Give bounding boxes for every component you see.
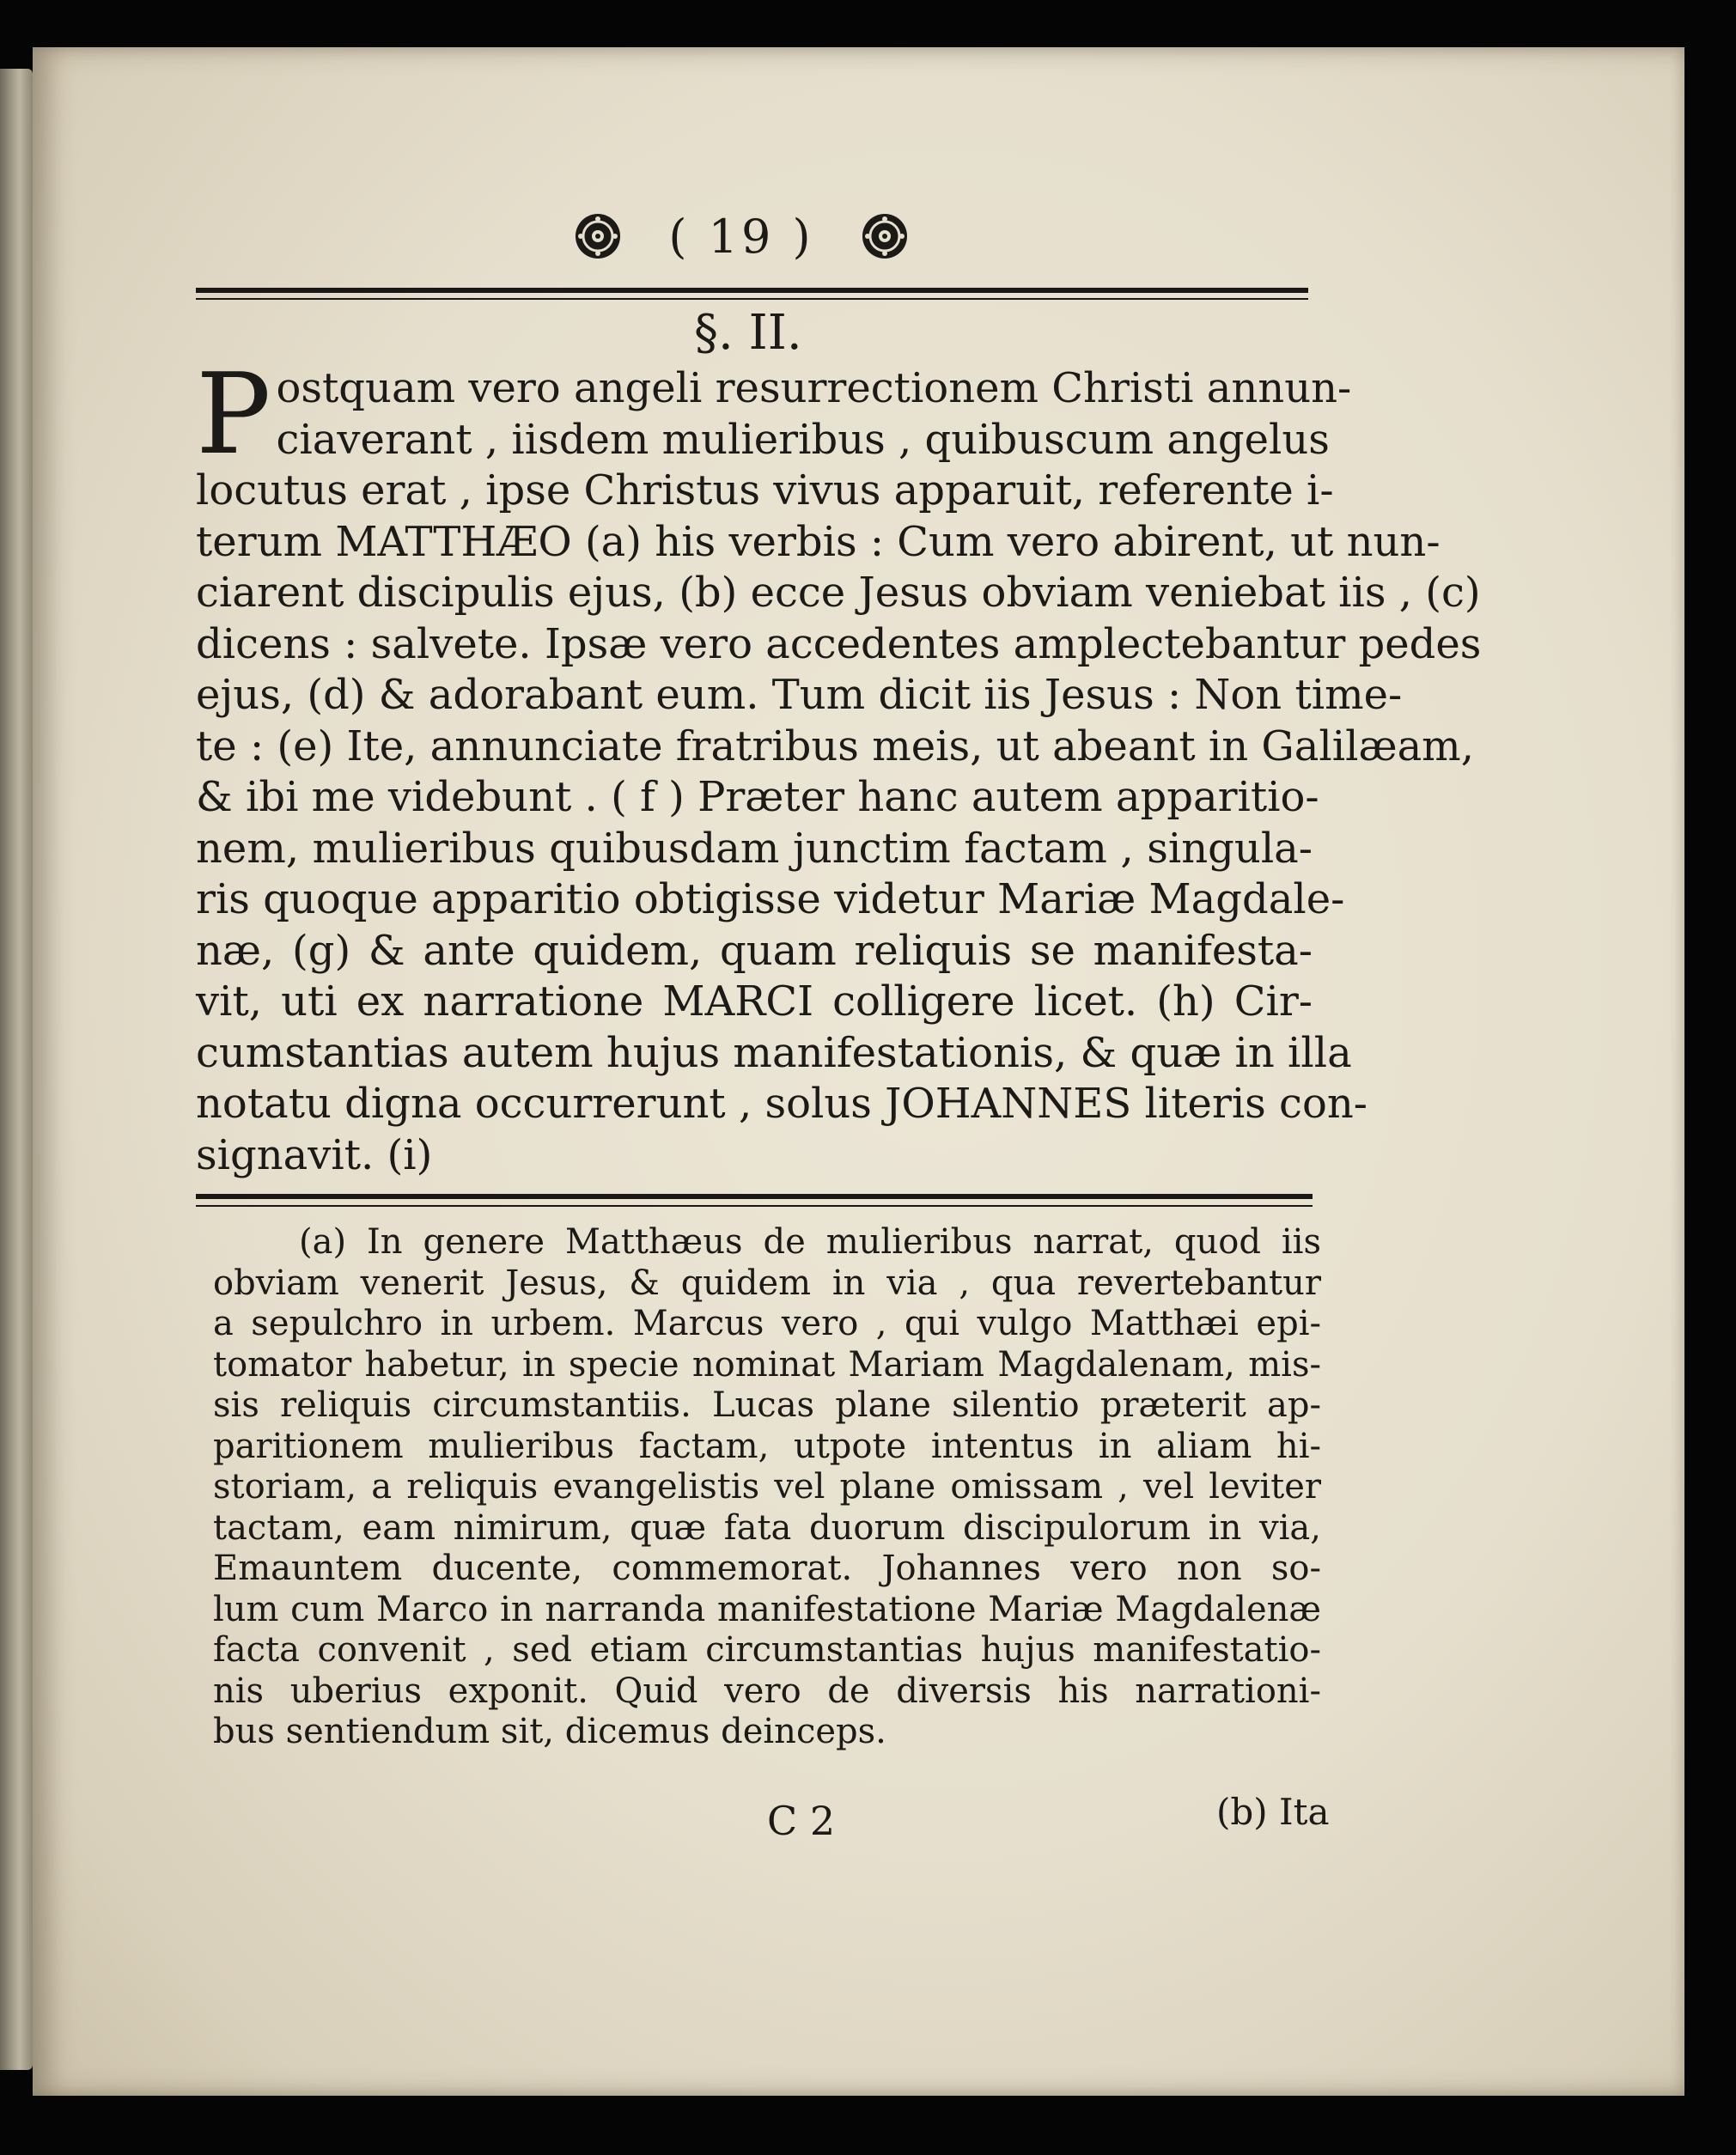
footnote-line: tomator habetur, in specie nominat Mariam Magdalenam, mis-	[213, 1344, 1321, 1385]
footnote-line: sis reliquis circumstantiis. Lucas plane silentio præterit ap-	[213, 1385, 1321, 1425]
rosette-ornament-icon	[861, 212, 909, 260]
text-line: ejus, (d) & adorabant eum. Tum dicit iis Jesus : Non time-	[196, 671, 1403, 719]
text-line: ciarent discipulis ejus, (b) ecce Jesus obviam veniebat iis , (c)	[196, 569, 1481, 617]
footnote-line: Emauntem ducente, commemorat. Johannes vero non so-	[213, 1549, 1321, 1588]
text-line: vit, uti ex narratione MARCI colligere licet. (h) Cir-	[196, 977, 1313, 1026]
footnote-block	[213, 1222, 1321, 1753]
facing-page-edge	[0, 69, 33, 2070]
main-text-block	[196, 349, 1482, 1181]
text-line: ostquam vero angeli resurrectionem Christi annun-	[276, 364, 1352, 412]
footnote-line: lum cum Marco in narranda manifestatione Mariæ Magdalenæ	[213, 1589, 1321, 1629]
text-line: nem, mulieribus quibusdam junctim factam , singula-	[196, 824, 1313, 873]
section-heading: §. II.	[694, 305, 802, 361]
running-head	[574, 202, 909, 271]
text-line: & ibi me videbunt . ( f ) Præter hanc autem apparitio-	[196, 773, 1319, 821]
signature-mark: C 2	[767, 1798, 836, 1844]
text-line: ciaverant , iisdem mulieribus , quibuscum angelus	[276, 415, 1330, 464]
footnote-line: nis uberius exponit. Quid vero de diversis his narrationi-	[213, 1671, 1321, 1711]
catchword: (b) Ita	[1216, 1791, 1330, 1833]
text-line: locutus erat , ipse Christus vivus apparuit, referente i-	[196, 466, 1334, 514]
footnote-line: tactam, eam nimirum, quæ fata duorum discipulorum in via,	[213, 1507, 1321, 1548]
text-line: signavit. (i)	[196, 1130, 433, 1179]
head-rule-thin	[196, 298, 1308, 300]
footnote-line: (a) In genere Matthæus de mulieribus narrat, quod iis	[299, 1222, 1321, 1262]
footnote-line: storiam, a reliquis evangelistis vel plane omissam , vel leviter	[213, 1467, 1321, 1507]
text-line: dicens : salvete. Ipsæ vero accedentes amplectebantur pedes	[196, 619, 1482, 668]
footnote-line: obviam venerit Jesus, & quidem in via , qua revertebantur	[213, 1263, 1321, 1303]
footnote-rule-thick	[196, 1194, 1313, 1199]
head-rule-thick	[196, 288, 1308, 293]
book-page	[33, 47, 1684, 2096]
text-line: notatu digna occurrerunt , solus JOHANNES literis con-	[196, 1080, 1367, 1128]
footnote-line: paritionem mulieribus factam, utpote intentus in aliam hi-	[213, 1426, 1321, 1466]
drop-capital: P	[196, 349, 271, 479]
rosette-ornament-icon	[574, 212, 622, 260]
text-line: cumstantias autem hujus manifestationis, & quæ in illa	[196, 1028, 1352, 1077]
footnote-line: a sepulchro in urbem. Marcus vero , qui vulgo Matthæi epi-	[213, 1304, 1321, 1343]
footnote-line: facta convenit , sed etiam circumstantias hujus manifestatio-	[213, 1630, 1321, 1670]
footnote-line: bus sentiendum sit, dicemus deinceps.	[213, 1712, 886, 1751]
text-line: næ, (g) & ante quidem, quam reliquis se manifesta-	[196, 926, 1313, 975]
footnote-rule-thin	[196, 1205, 1313, 1207]
text-line: terum MATTHÆO (a) his verbis : Cum vero abirent, ut nun-	[196, 517, 1441, 566]
text-line: te : (e) Ite, annunciate fratribus meis, ut abeant in Galilæam,	[196, 721, 1474, 770]
page-number: ( 19 )	[668, 209, 814, 264]
text-line: ris quoque apparitio obtigisse videtur Mariæ Magdale-	[196, 875, 1345, 923]
